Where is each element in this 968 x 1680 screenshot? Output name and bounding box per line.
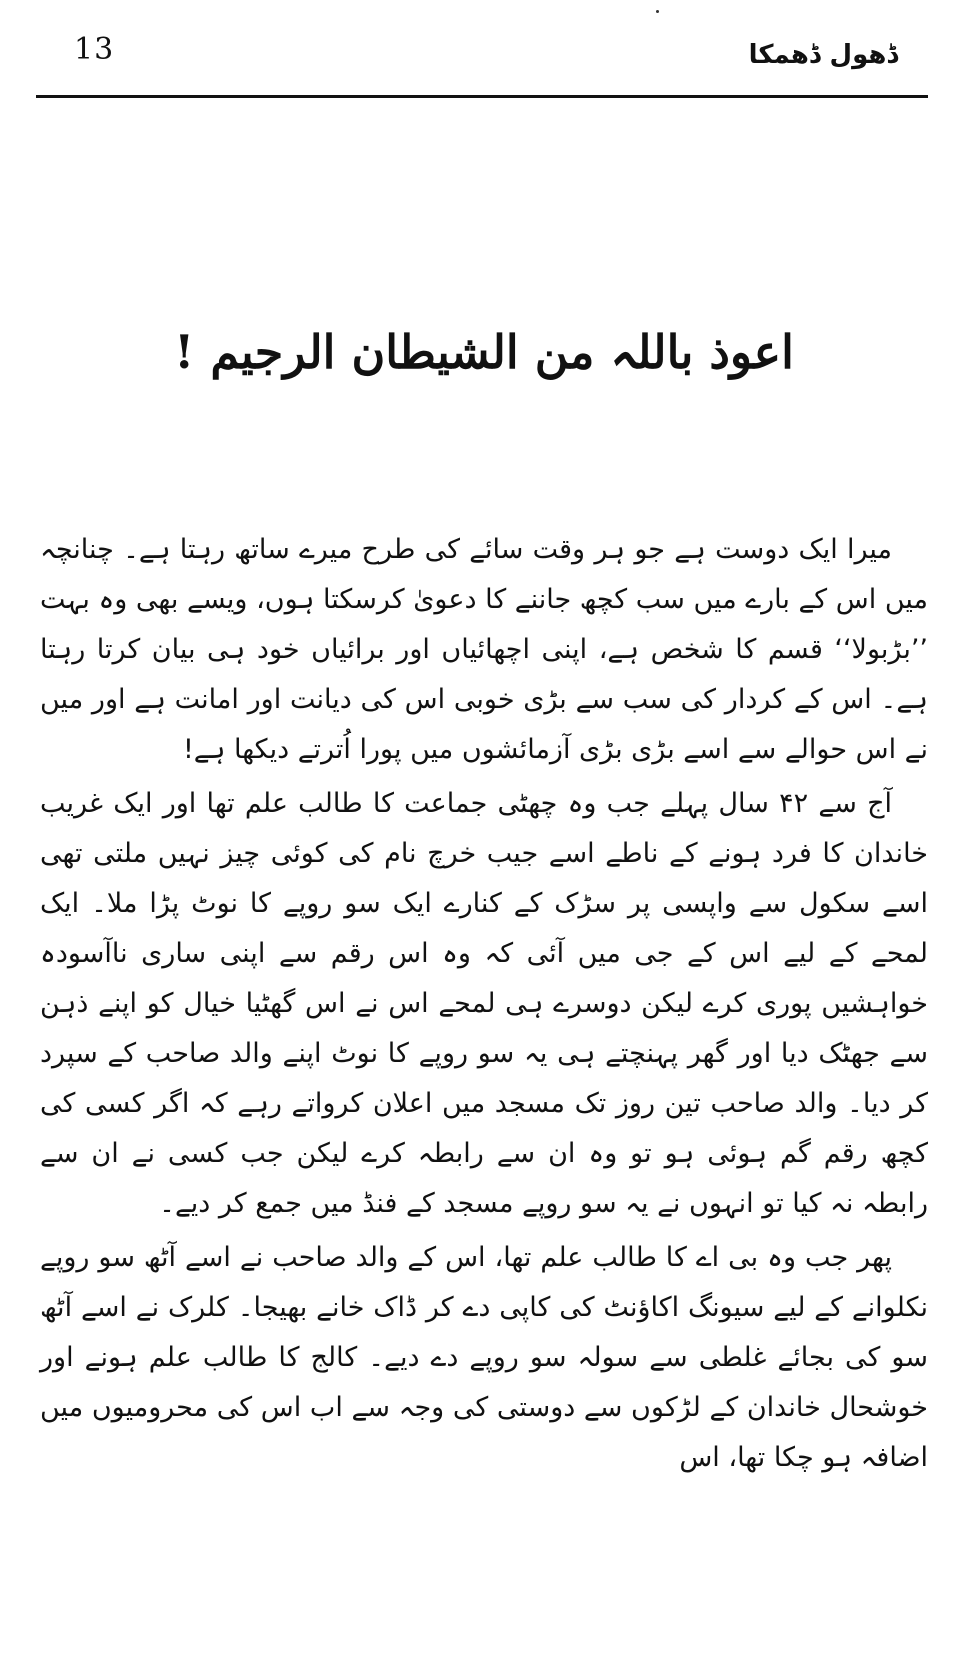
- paragraph-3: پھر جب وہ بی اے کا طالب علم تھا، اس کے والد صاحب نے اسے آٹھ سو روپے نکلوانے کے لیے سیونگ اکاؤنٹ کی کاپی دے کر ڈاک خانے بھیجا۔ کلرک نے اسے آٹھ سو کی بجائے غلطی سے سولہ سو روپے دے دیے۔ کالج کا طالب علم ہونے اور خوشحال خاندان کے لڑکوں سے دوستی کی وجہ سے اب اس کی محرومیوں میں اضافہ ہو چکا تھا، اس: [40, 1242, 928, 1473]
- header-divider: [36, 95, 928, 98]
- paragraph-2: آج سے ۴۲ سال پہلے جب وہ چھٹی جماعت کا طالب علم تھا اور ایک غریب خاندان کا فرد ہونے کے ناطے اسے جیب خرچ نام کی کوئی چیز نہیں ملتی تھی اسے سکول سے واپسی پر سڑک کے کنارے ایک سو روپے کا نوٹ پڑا ملا۔ ایک لمحے کے لیے اس کے جی میں آئی کہ وہ اس رقم سے اپنی ساری ناآسودہ خواہشیں پوری کرے لیکن دوسرے ہی لمحے اس نے اس گھٹیا خیال کو اپنے ذہن سے جھٹک دیا اور گھر پہنچتے ہی یہ سو روپے کا نوٹ اپنے والد صاحب کے سپرد کر دیا۔ والد صاحب تین روز تک مسجد میں اعلان کرواتے رہے کہ اگر کسی کی کچھ رقم گم ہوئی ہو تو وہ ان سے رابطہ کرے لیکن جب کسی نے ان سے رابطہ نہ کیا تو انہوں نے یہ سو روپے مسجد کے فنڈ میں جمع کر دیے۔: [40, 788, 928, 1219]
- page-header: [36, 22, 926, 94]
- running-title: ڈھول ڈھمکا: [748, 40, 898, 70]
- paragraph-1: میرا ایک دوست ہے جو ہر وقت سائے کی طرح میرے ساتھ رہتا ہے۔ چنانچہ میں اس کے بارے میں سب کچھ جاننے کا دعویٰ کرسکتا ہوں، ویسے بھی وہ بہت ’’بڑبولا‘‘ قسم کا شخص ہے، اپنی اچھائیاں اور برائیاں خود ہی بیان کرتا رہتا ہے۔ اس کے کردار کی سب سے بڑی خوبی اس کی دیانت اور امانت ہے اور میں نے اس حوالے سے اسے بڑی بڑی آزمائشوں میں پورا اُترتے دیکھا ہے!: [40, 534, 928, 765]
- page-number: 13: [74, 32, 115, 67]
- print-speck: [656, 10, 659, 13]
- chapter-title: اعوذ باللہ من الشیطان الرجیم !: [174, 325, 794, 379]
- body-text: [40, 525, 928, 1483]
